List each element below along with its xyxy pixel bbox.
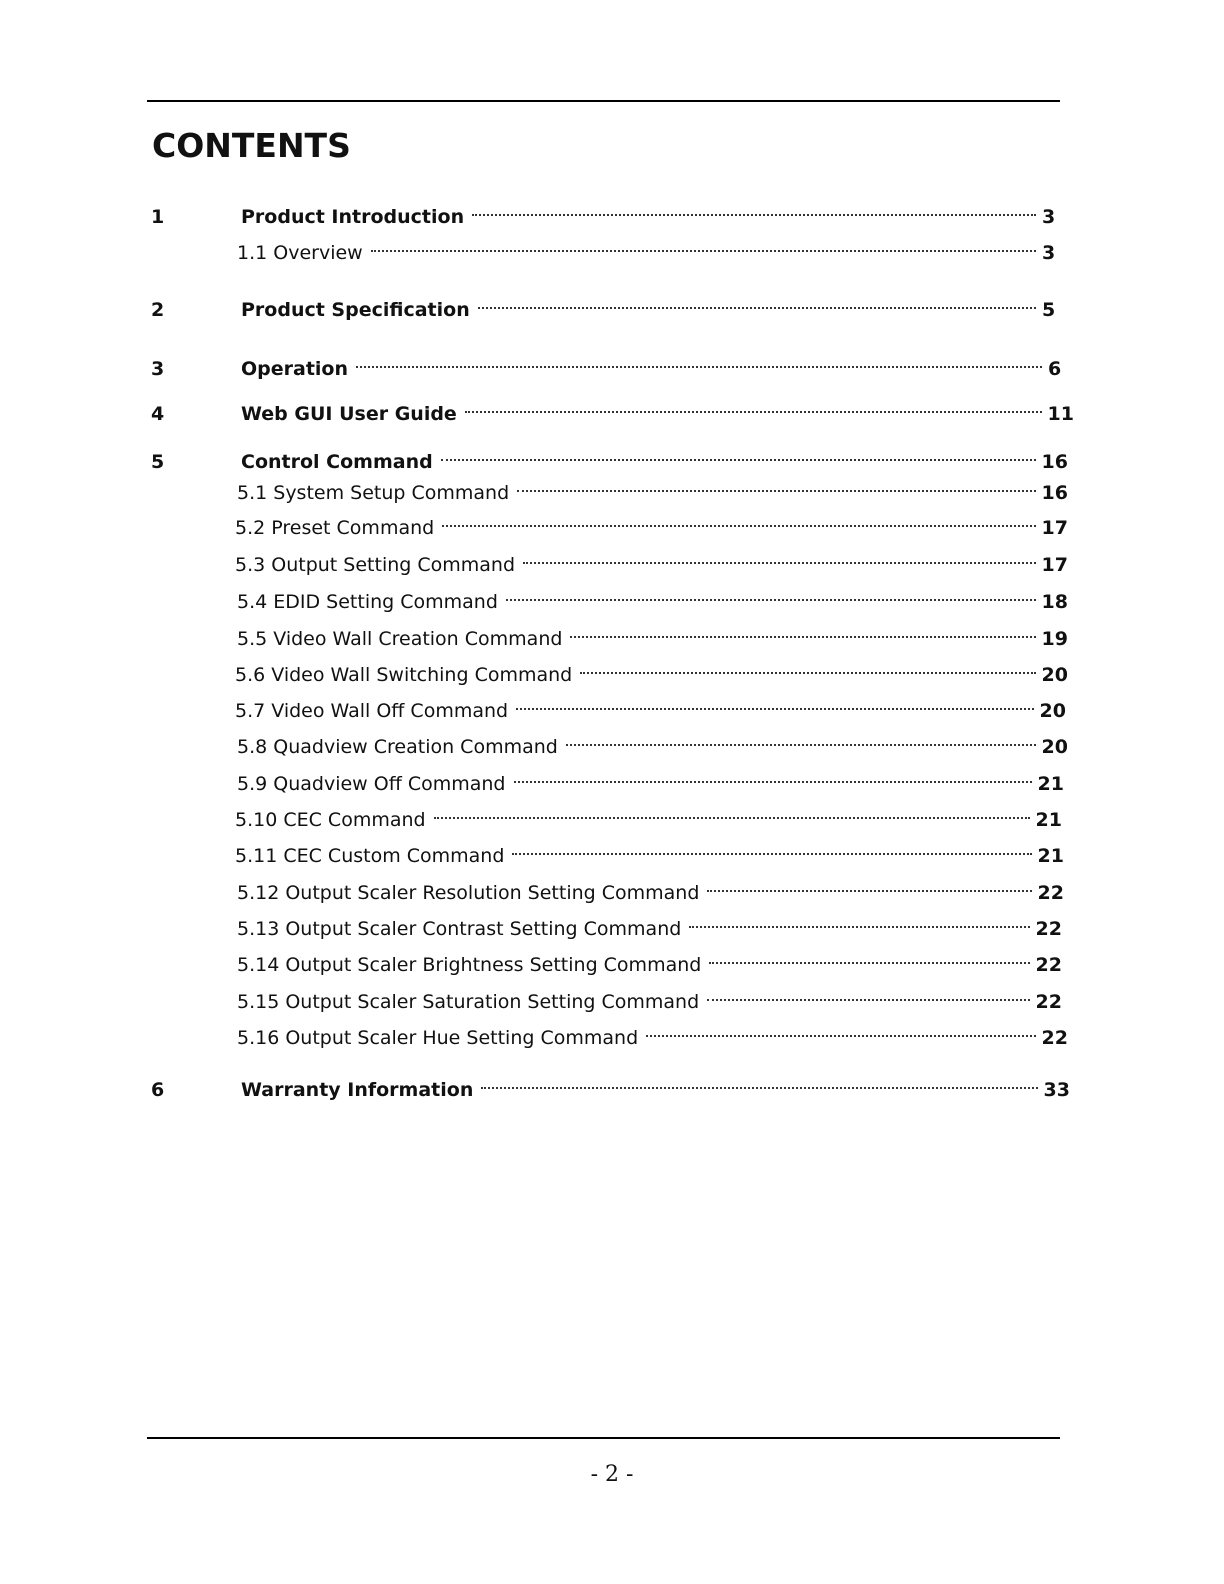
toc-section-entry[interactable] <box>237 628 1068 650</box>
dot-leader <box>442 525 1035 527</box>
toc-page-number: 20 <box>1041 736 1068 758</box>
dot-leader <box>566 744 1036 746</box>
toc-section-entry[interactable] <box>237 773 1064 795</box>
dot-leader <box>517 490 1035 492</box>
dot-leader <box>709 962 1029 964</box>
toc-entry-label: 5.2 Preset Command <box>235 517 435 539</box>
dot-leader <box>689 926 1029 928</box>
toc-page-number: 20 <box>1039 700 1066 722</box>
toc-section-entry[interactable] <box>237 1027 1068 1049</box>
toc-entry-label: 5.1 System Setup Command <box>237 482 510 504</box>
toc-section-entry[interactable] <box>237 991 1062 1013</box>
toc-page-number: 21 <box>1035 809 1062 831</box>
toc-entry-label: 5.16 Output Scaler Hue Setting Command <box>237 1027 639 1049</box>
toc-entry-label: 5.11 CEC Custom Command <box>235 845 505 867</box>
page-number: - 2 - <box>590 1462 634 1487</box>
toc-entry-label: 5.9 Quadview Off Command <box>237 773 506 795</box>
toc-page-number: 3 <box>1042 206 1056 228</box>
toc-page-number: 21 <box>1037 845 1064 867</box>
dot-leader <box>506 599 1036 601</box>
toc-section-entry[interactable] <box>237 736 1068 758</box>
toc-section-entry[interactable] <box>237 482 1068 504</box>
toc-chapter-entry[interactable] <box>241 403 1074 425</box>
dot-leader <box>512 853 1031 855</box>
toc-chapter-number: 2 <box>151 299 165 321</box>
toc-chapter-number: 5 <box>151 451 165 473</box>
dot-leader <box>707 890 1031 892</box>
toc-chapter-number: 4 <box>151 403 165 425</box>
toc-entry-label: Warranty Information <box>241 1079 474 1101</box>
toc-entry-label: 5.14 Output Scaler Brightness Setting Command <box>237 954 702 976</box>
dot-leader <box>646 1035 1035 1037</box>
toc-chapter-number: 3 <box>151 358 165 380</box>
toc-page-number: 5 <box>1042 299 1056 321</box>
toc-page-number: 22 <box>1035 991 1062 1013</box>
toc-page-number: 16 <box>1041 482 1068 504</box>
dot-leader <box>465 411 1042 413</box>
toc-page-number: 20 <box>1041 664 1068 686</box>
toc-entry-label: Web GUI User Guide <box>241 403 457 425</box>
toc-section-entry[interactable] <box>237 242 1062 264</box>
toc-page-number: 18 <box>1041 591 1068 613</box>
toc-entry-label: Product Specification <box>241 299 470 321</box>
dot-leader <box>514 781 1032 783</box>
dot-leader <box>472 214 1036 216</box>
toc-entry-label: Operation <box>241 358 349 380</box>
dot-leader <box>516 708 1033 710</box>
dot-leader <box>441 459 1036 461</box>
toc-chapter-number: 1 <box>151 206 165 228</box>
toc-page-number: 22 <box>1041 1027 1068 1049</box>
toc-section-entry[interactable] <box>235 517 1068 539</box>
dot-leader <box>434 817 1030 819</box>
toc-entry-label: 5.3 Output Setting Command <box>235 554 516 576</box>
toc-chapter-entry[interactable] <box>241 358 1068 380</box>
dot-leader <box>580 672 1035 674</box>
toc-entry-label: Control Command <box>241 451 433 473</box>
toc-section-entry[interactable] <box>237 882 1064 904</box>
toc-page-number: 17 <box>1041 554 1068 576</box>
toc-chapter-entry[interactable] <box>241 206 1062 228</box>
toc-section-entry[interactable] <box>235 554 1068 576</box>
toc-entry-label: 1.1 Overview <box>237 242 363 264</box>
bottom-rule <box>147 1437 1060 1439</box>
toc-page-number: 17 <box>1041 517 1068 539</box>
toc-page-number: 22 <box>1037 882 1064 904</box>
toc-page-number: 11 <box>1047 403 1074 425</box>
toc-chapter-number: 6 <box>151 1079 165 1101</box>
top-rule <box>147 100 1060 102</box>
toc-page-number: 33 <box>1043 1079 1070 1101</box>
toc-section-entry[interactable] <box>237 591 1068 613</box>
toc-entry-label: 5.6 Video Wall Switching Command <box>235 664 573 686</box>
toc-section-entry[interactable] <box>235 700 1066 722</box>
toc-entry-label: 5.4 EDID Setting Command <box>237 591 498 613</box>
dot-leader <box>523 562 1036 564</box>
dot-leader <box>478 307 1036 309</box>
toc-entry-label: 5.5 Video Wall Creation Command <box>237 628 563 650</box>
toc-entry-label: 5.7 Video Wall Off Command <box>235 700 509 722</box>
dot-leader <box>371 250 1036 252</box>
dot-leader <box>356 366 1042 368</box>
toc-page-number: 6 <box>1048 358 1062 380</box>
toc-chapter-entry[interactable] <box>241 299 1062 321</box>
toc-page-number: 22 <box>1035 954 1062 976</box>
toc-page-number: 16 <box>1041 451 1068 473</box>
toc-entry-label: Product Introduction <box>241 206 465 228</box>
toc-page-number: 22 <box>1035 918 1062 940</box>
toc-section-entry[interactable] <box>237 954 1062 976</box>
toc-entry-label: 5.10 CEC Command <box>235 809 426 831</box>
toc-page-number: 21 <box>1037 773 1064 795</box>
dot-leader <box>570 636 1035 638</box>
toc-entry-label: 5.8 Quadview Creation Command <box>237 736 558 758</box>
toc-section-entry[interactable] <box>237 918 1062 940</box>
dot-leader <box>707 999 1029 1001</box>
toc-section-entry[interactable] <box>235 664 1068 686</box>
toc-entry-label: 5.13 Output Scaler Contrast Setting Command <box>237 918 682 940</box>
toc-section-entry[interactable] <box>235 809 1062 831</box>
toc-page-number: 19 <box>1041 628 1068 650</box>
toc-section-entry[interactable] <box>235 845 1064 867</box>
dot-leader <box>481 1087 1037 1089</box>
toc-chapter-entry[interactable] <box>241 451 1068 473</box>
toc-page-number: 3 <box>1042 242 1056 264</box>
toc-entry-label: 5.15 Output Scaler Saturation Setting Command <box>237 991 700 1013</box>
toc-chapter-entry[interactable] <box>241 1079 1070 1101</box>
page-title: CONTENTS <box>152 126 351 165</box>
toc-entry-label: 5.12 Output Scaler Resolution Setting Command <box>237 882 700 904</box>
